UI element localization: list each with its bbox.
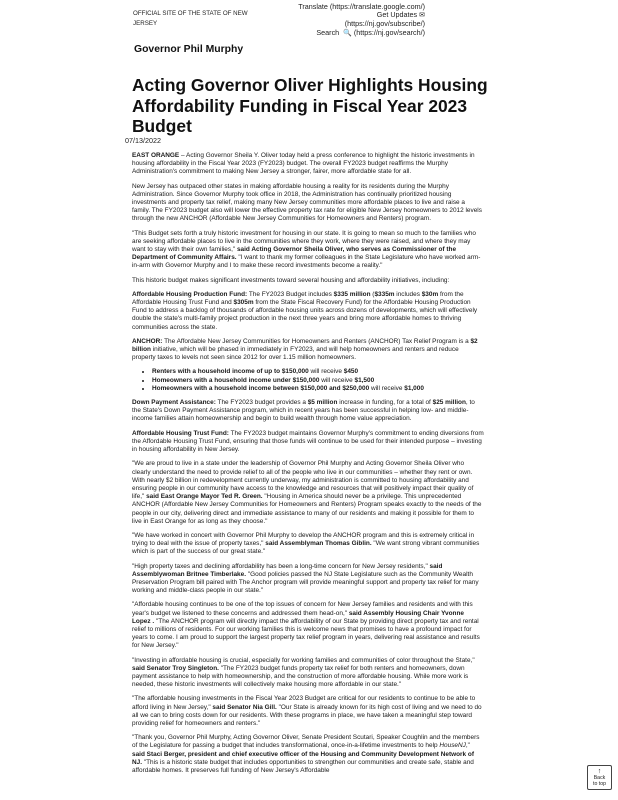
governor-site-link[interactable]: Governor Phil Murphy	[134, 44, 244, 55]
quote-text: "The ANCHOR program will directly impact the affordability of our State by providing direct property tax and rental relief to millions of residents. For our working families this is welcome news that promises to have a profound impact for years to come. I am proud to support the largest property tax relief program in years, delivering real assistance and results for New Jersey."	[132, 617, 480, 650]
text-run: includes	[394, 290, 422, 298]
text-run: Renters with a household income of up to $150,000	[152, 368, 309, 376]
section-lead: Affordable Housing Production Fund:	[132, 290, 248, 298]
quote-text: "Good policies passed the NJ State Legislature such as the Community Wealth Preservation Program bill paired with The Anchor program will provide meaningful support and property tax relief for many working and middle-class people in our state."	[132, 570, 479, 595]
article-title: Acting Governor Oliver Highlights Housing Affordability Funding in Fiscal Year 2023 Budget	[132, 75, 488, 137]
section-lead: Affordable Housing Trust Fund:	[132, 429, 229, 437]
quote-attribution: said Assembly Housing Chair Yvonne Lopez .	[132, 609, 465, 625]
list-item	[152, 368, 484, 376]
amount: $450	[343, 368, 359, 376]
quote-attribution: said Acting Governor Sheila Oliver, who serves as Commissioner of the Department of Community Affairs.	[132, 246, 457, 262]
paragraph-intro	[132, 152, 484, 177]
translate-link[interactable]: Translate (https://translate.google.com/)	[298, 2, 425, 11]
list-item	[152, 385, 484, 393]
dateline: EAST ORANGE	[132, 152, 180, 159]
search-label: Search	[316, 27, 340, 37]
text-run: The FY2023 budget provides a	[215, 399, 308, 407]
quote-text: "Housing in America should never be a privilege. This unprecedented ANCHOR (Affordable New Jersey Communities for Homeowners and Renters) Program speaks exactly to the needs of the people in our city, delivering direct and immediate assistance to many of our residents and making it possible for them to live in East Orange for as long as they choose."	[132, 493, 482, 525]
text-run: will receive	[319, 376, 355, 384]
top-bar	[0, 0, 618, 40]
paragraph-down-payment	[132, 399, 484, 424]
quote-attribution: said Assemblyman Thomas Giblin.	[265, 540, 372, 548]
text-run: , to the State's Down Payment Assistance program, which in recent years has been successful in helping low- and middle-income families attain homeownership and begin to build wealth through home value appreciation.	[132, 399, 475, 423]
arrow-up-icon: ↑	[597, 768, 602, 775]
hashtag: HouseNJ	[439, 742, 466, 750]
quote-attribution: said Senator Nia Gill.	[212, 703, 277, 711]
paragraph-singleton-quote	[132, 657, 484, 690]
amount: $5 million	[307, 399, 338, 407]
text-run: will receive	[308, 368, 344, 376]
amount: $1,500	[354, 376, 375, 384]
quote-text: "We want strong vibrant communities which is part of the success of our great state."	[132, 540, 480, 556]
quote-text: "This is a historic state budget that includes opportunities to strengthen our communities and create safe, stable and affordable homes. It preserves full funding of New Jersey's Affordable	[132, 758, 474, 774]
search-link[interactable]	[298, 29, 425, 38]
quote-text: "Investing in affordable housing is crucial, especially for working families and communities of color throughout the State,"	[132, 656, 475, 664]
text-run: from the Affordable Housing Trust Fund and	[132, 290, 464, 307]
envelope-icon: ✉	[419, 12, 425, 20]
amount: $30m	[421, 290, 439, 298]
paragraph-giblin-quote	[132, 532, 484, 557]
paragraph-timberlake-quote	[132, 563, 484, 596]
quote-text: "We have worked in concert with Governor Phil Murphy to develop the ANCHOR program and this is extremely critical in trying to deal with the issue of property taxes,"	[132, 531, 475, 548]
text-run: The Affordable New Jersey Communities for Homeowners and Renters (ANCHOR) Tax Relief Program is a	[162, 337, 471, 345]
quote-attribution: said Assemblywoman Britnee Timberlake.	[132, 562, 443, 578]
quote-attribution: said East Orange Mayor Ted R. Green.	[146, 493, 263, 501]
anchor-benefits-list	[132, 368, 484, 393]
search-url: (https://nj.gov/search/)	[353, 27, 425, 37]
amount: $1,000	[404, 384, 424, 392]
text-run: will receive	[369, 384, 405, 392]
text-run: increase in funding, for a total of	[337, 399, 433, 407]
official-site-label: OFFICIAL SITE OF THE STATE OF NEW JERSEY	[133, 10, 248, 27]
quote-text: "We are proud to live in a state under the leadership of Governor Phil Murphy and Acting Governor Sheila Oliver who clearly understand the need to provide relief to all of the people who live in our communities – whether they rent or own. With nearly $2 billion in redevelopment currently underway, my administration is committed to housing affordability and ensuring people in our community have access to the knowledge and resources that will positively impact their quality of life,"	[132, 460, 474, 501]
paragraph-trust-fund	[132, 430, 484, 455]
magnifier-icon: 🔍	[343, 29, 352, 37]
utility-links	[298, 3, 425, 38]
text-run: The FY2023 Budget includes	[247, 290, 334, 298]
quote-text: "This Budget sets forth a truly historic investment for housing in our state. It is going to mean so much to the families who are seeking affordable places to live in the communities where they work, where they were raised, and where they may want to stay with their own families,"	[132, 229, 476, 254]
quote-text: "Affordable housing continues to be one of the top issues of concern for New Jersey families and residents and with this year's budget we listened to these concerns and addressed them head-on,"	[132, 601, 473, 617]
section-lead: ANCHOR:	[132, 337, 163, 345]
get-updates-url[interactable]: (https://nj.gov/subscribe/)	[344, 19, 425, 29]
amount: $335 million	[333, 290, 371, 298]
text-run: initiative, which will be phased in immediately in FY2023, and will help homeowners and renters and reduce property taxes to levels not seen since 2012 for over 1.15 million homeowners.	[132, 346, 459, 362]
back-to-top-line3: top	[598, 781, 606, 787]
get-updates-label: Get Updates	[376, 10, 418, 20]
quote-text: "The FY2023 budget funds property tax relief for both renters and homeowners, down payment assistance to help with homeownership, and the construction of more affordable housing. While more work is needed, these historic investments will collectively make housing more affordable in our state."	[132, 664, 469, 689]
intro-text: – Acting Governor Sheila Y. Oliver today held a press conference to highlight the historic investments in housing affordability in the Fiscal Year 2023 (FY2023) budget. The overall FY2023 budget reaffirms the Murphy Administration's commitment to making New Jersey a stronger, fairer, more affordable state for all.	[132, 152, 475, 176]
text-run: (	[370, 290, 375, 298]
paragraph-overview: New Jersey has outpaced other states in making affordable housing a reality for its residents during the Murphy Administration. Since Governor Murphy took office in 2018, the Administration has continually prioritized housing investments and property tax relief, making many New Jersey communities more affordable places to live and raise a family. The FY2023 budget also will lower the effective property tax rate for eligible New Jersey homeowners to 2012 levels through the new ANCHOR (Affordable New Jersey Communities for Homeowners and Renters) program.	[132, 182, 482, 223]
paragraph-gill-quote	[132, 695, 484, 728]
paragraph-anchor	[132, 338, 484, 363]
amount: $335m	[374, 290, 395, 298]
amount: $25 million	[432, 399, 466, 407]
quote-attribution: said Senator Troy Singleton.	[132, 664, 219, 672]
quote-attribution: said Staci Berger, president and chief executive officer of the Housing and Community Development Network of NJ.	[132, 750, 474, 766]
text-run: from the State Fiscal Recovery Fund) for the Affordable Housing Production Fund to address a backlog of thousands of affordable housing units across dozens of developments, which will effectively double the state's multi-family project production in the next three years and bring more affordable homes to thriving communities across the state.	[132, 299, 478, 331]
list-item	[152, 377, 484, 385]
paragraph-oliver-quote	[132, 230, 484, 271]
paragraph-berger-quote	[132, 734, 484, 775]
paragraph-green-quote	[132, 460, 484, 526]
text-run: Homeowners with a household income between $150,000 and $250,000	[152, 384, 370, 392]
paragraph-initiatives: This historic budget makes significant investments toward several housing and affordability initiatives, including:	[132, 276, 450, 284]
text-run: The FY2023 budget maintains Governor Murphy's commitment to ending diversions from the Affordable Housing Trust Fund, ensuring that those funds will continue to be used for their intended purpose – investing in housing affordability in New Jersey.	[132, 429, 484, 454]
quote-text: "The affordable housing investments in the Fiscal Year 2023 Budget are critical for our residents to continue to be able to afford living in New Jersey,"	[132, 695, 476, 711]
back-to-top-line2: to	[593, 781, 598, 787]
section-lead: Down Payment Assistance:	[132, 399, 216, 407]
amount: $2 billion	[132, 337, 478, 354]
paragraph-lopez-quote	[132, 601, 484, 650]
back-to-top-button[interactable]	[587, 765, 612, 790]
quote-text: "High property taxes and declining affordability has been a long-time concern for New Jersey residents,"	[132, 562, 430, 570]
text-run: Homeowners with a household income under $150,000	[152, 376, 320, 384]
quote-text: "I want to thank my former colleagues in the State Legislature who have worked arm-in-arm with Governor Murphy and I to make these record investments become a reality."	[132, 254, 481, 270]
article-date: 07/13/2022	[125, 136, 161, 145]
amount: $305m	[233, 299, 254, 307]
quote-text: ,"	[465, 742, 470, 750]
quote-text: "Thank you, Governor Phil Murphy, Acting Governor Oliver, Senate President Scutari, Speaker Coughlin and the members of the Legislature for passing a budget that includes transformational, once-in-a-lifetime investments to help	[132, 734, 480, 750]
back-to-top-line1: Back	[593, 775, 606, 781]
article-body	[132, 152, 484, 781]
paragraph-production-fund	[132, 291, 484, 332]
quote-text: "Our State is already known for its high cost of living and we need to do all we can to bring costs down for our residents. With these programs in place, we have taken a meaningful step toward providing relief for homeowners and renters."	[132, 703, 482, 727]
